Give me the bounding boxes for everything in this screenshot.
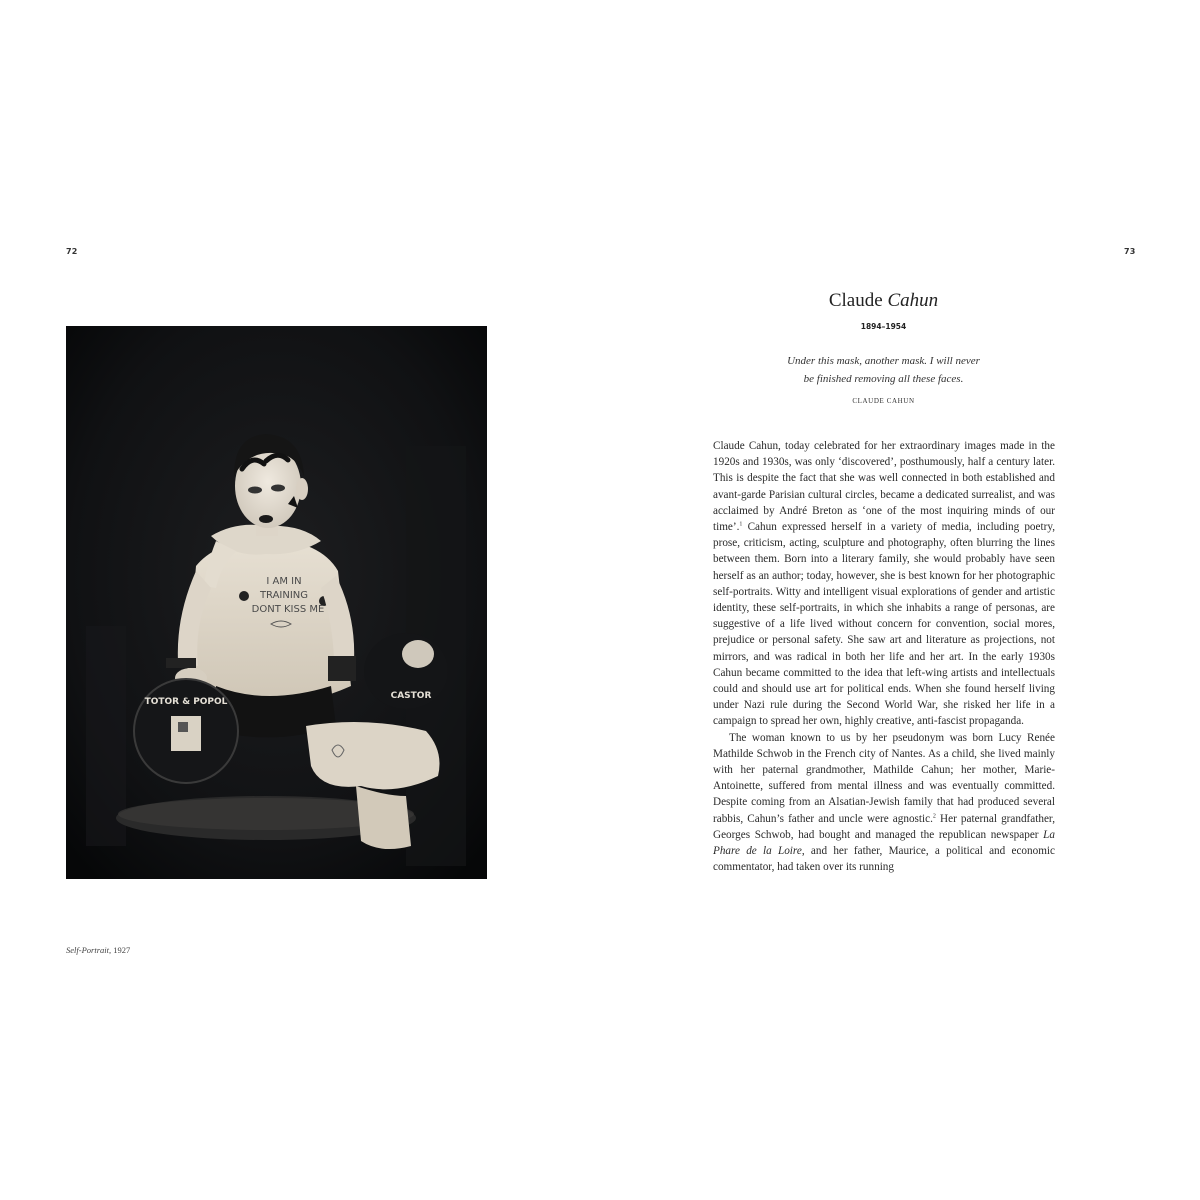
newspaper-title: La Phare de la Loire [713, 828, 1055, 858]
author-surname: Cahun [887, 290, 939, 311]
chapter-title [712, 290, 1055, 312]
epigraph-line-2: be finished removing all these faces. [803, 373, 964, 385]
paragraph-2-text-a: The woman known to us by her pseudonym was born Lucy Renée Mathilde Schwob in the French city of Nantes. As a child, she lived mainly with her paternal grandmother, Mathilde Cahun; her mother, Marie-Antoinette, suffered from mental illness and was eventually committed. Despite coming from an Alsatian-Jewish family that had produced several rabbis, Cahun’s father and uncle were agnostic. [713, 731, 1055, 825]
right-weight-text: CASTOR [390, 691, 432, 701]
left-weight-text: TOTOR & POPOL [144, 697, 228, 707]
self-portrait-photograph [66, 326, 487, 879]
paragraph-2-text-b: Her paternal grandfather, Georges Schwob, had bought and managed the republican newspaper [713, 812, 1055, 841]
paragraph-1-text-a: Claude Cahun, today celebrated for her extraordinary images made in the 1920s and 1930s, was only ‘discovered’, posthumously, half a century later. This is despite the fact that she was well connected in both established and avant-garde Parisian cultural circles, became a dedicated surrealist, and was acclaimed by André Breton as ‘one of the most inquiring minds of our time’. [713, 440, 1055, 534]
paragraph-2-text-c: , and her father, Maurice, a political and economic commentator, had taken over its running [713, 845, 1055, 874]
body-paragraph-1 [713, 438, 1055, 730]
shirt-text-line2: TRAINING [259, 590, 309, 601]
page-number-left: 72 [66, 247, 78, 256]
caption-year: , 1927 [108, 945, 131, 955]
footnote-ref-1: 1 [739, 521, 743, 528]
caption-title: Self-Portrait [66, 945, 109, 955]
author-first-name: Claude [828, 290, 888, 311]
body-paragraph-2 [713, 730, 1055, 876]
author-lifespan: 1894–1954 [860, 322, 907, 331]
epigraph-quote [712, 352, 1055, 388]
footnote-ref-2: 2 [932, 812, 936, 819]
photo-caption [66, 945, 130, 955]
epigraph-attribution: CLAUDE CAHUN [852, 397, 915, 405]
shirt-text-line3: DONT KISS ME [251, 604, 325, 615]
epigraph-line-1: Under this mask, another mask. I will never [787, 355, 980, 367]
paragraph-1-text-b: Cahun expressed herself in a variety of media, including poetry, prose, criticism, acting, sculpture and photography, often blurring the lines between them. Born into a literary family, she would probably have seen herself as an author; today, however, she is best known for her photographic self-portraits. Witty and intelligent visual explorations of gender and artistic identity, these self-portraits, in which she inhabits a range of personas, are suggestive of a life lived without concern for convention, social mores, prejudice or personal safety. She saw art and literature as projections, not mirrors, and was radical in both her life and her art. In the early 1930s Cahun became committed to the idea that left-wing artists and intellectuals could and should use art for political ends. When she found herself living under Nazi rule during the Second World War, she risked her life in a campaign to spread her own, highly creative, anti-fascist propaganda. [713, 521, 1055, 728]
shirt-text-line1: I AM IN [266, 576, 302, 587]
body-text [713, 438, 1055, 875]
page-number-right: 73 [1124, 247, 1136, 256]
photograph-illustration [66, 326, 487, 879]
